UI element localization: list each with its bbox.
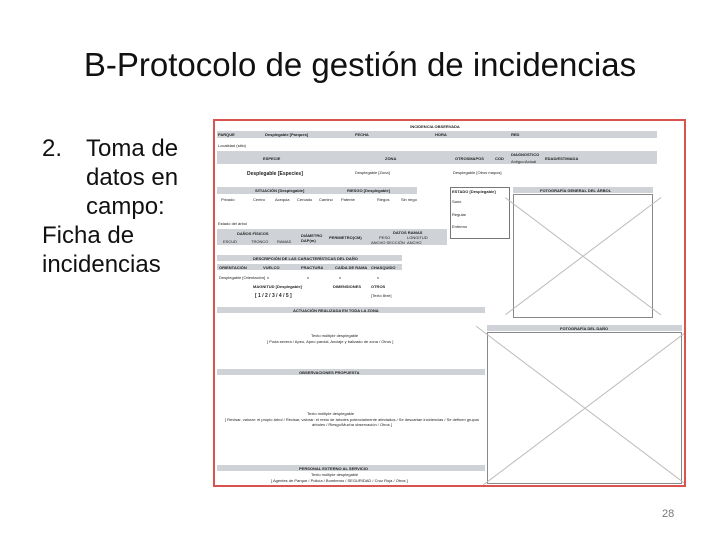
form-diag-antiguo: Antiguo bbox=[511, 159, 525, 164]
form-label-danos: DAÑOS FÍSICOS bbox=[237, 231, 269, 236]
bullet-text bbox=[86, 134, 178, 221]
bullet-item bbox=[42, 134, 192, 221]
form-label-hora: HORA bbox=[435, 132, 447, 137]
form-desc-value: x bbox=[307, 275, 309, 280]
form-label-descripcion: DESCRIPCIÓN DE LAS CARACTERÍSTICAS DEL DAÑO bbox=[253, 256, 358, 261]
form-desc-col: CAÍDA DE RAMA bbox=[335, 265, 368, 270]
form-label-personal: PERSONAL EXTERNO AL SERVICIO bbox=[299, 466, 368, 471]
form-label-perimetro: PERIMETRO(CM) bbox=[329, 235, 362, 240]
photo-placeholder bbox=[487, 332, 682, 484]
form-actuacion-text: [ Poda severa / Apeo, Apeo parcial, Anclaje y balizado de zona / Otros ] bbox=[267, 339, 394, 344]
form-label-localidad: Localidad (sitio) bbox=[218, 143, 247, 148]
form-estado-item: Sano bbox=[452, 199, 462, 204]
form-riesgo-col: Riegos bbox=[377, 197, 390, 202]
form-label-actuacion: ACTUACIÓN REALIZADA EN TODA LA ZONA bbox=[293, 308, 379, 313]
form-estado-item: Regular bbox=[452, 212, 467, 217]
form-label-diametro: DIÁMETRO DAP(m) bbox=[301, 233, 323, 243]
form-label-diagnostico: DIAGNOSTICO bbox=[511, 152, 540, 157]
form-desc-value: Desplegable [Orientación] bbox=[219, 275, 266, 280]
bullet-line: campo: bbox=[86, 193, 165, 220]
form-label-otros-mapos: OTROSMAPOS bbox=[455, 156, 484, 161]
form-riesgo-col: Sin riego bbox=[401, 197, 417, 202]
form-danos-col: RAMAS bbox=[277, 239, 292, 244]
form-situacion-col: Acequia bbox=[275, 197, 290, 202]
form-label-magnitud: MAGNITUD [Desplegable] bbox=[253, 284, 302, 289]
bullet-line: Toma de bbox=[86, 135, 179, 162]
form-desc-col: FRACTURA bbox=[301, 265, 324, 270]
form-riesgo-col: Patente bbox=[341, 197, 355, 202]
form-label-observaciones: OBSERVACIONES PROPUESTA bbox=[299, 370, 360, 375]
form-value-especies: Desplegable [Especies] bbox=[247, 171, 303, 177]
form-label-red: RED bbox=[511, 132, 520, 137]
form-value-otros: Desplegable [Otros mapos] bbox=[453, 170, 502, 175]
form-label-dimensiones: DIMENSIONES bbox=[333, 284, 362, 289]
form-value-parques: Desplegable [Parques] bbox=[265, 132, 309, 137]
incident-form-image bbox=[213, 119, 686, 487]
form-desc-col: CHASQUIDO bbox=[371, 265, 396, 270]
form-desc-value: x bbox=[377, 275, 379, 280]
form-label-otros: OTROS bbox=[371, 284, 386, 289]
form-main-header: INCIDENCIA OBSERVADA bbox=[410, 124, 460, 129]
form-label-fecha: FECHA bbox=[355, 132, 369, 137]
form-danos-col: TRONCO bbox=[251, 239, 269, 244]
form-situacion-col: Centro bbox=[253, 197, 266, 202]
form-datos-sub: ANCHO SECCIÓN bbox=[371, 240, 405, 245]
form-desc-col: VUELCO bbox=[263, 265, 280, 270]
form-personal-text: Texto múltiple desplegable bbox=[311, 472, 359, 477]
form-desc-value: x bbox=[267, 275, 269, 280]
form-situacion-col: Cercado bbox=[297, 197, 313, 202]
form-species-band bbox=[217, 151, 657, 164]
bullet-line: datos en bbox=[86, 164, 179, 191]
form-label-zona: ZONA bbox=[385, 156, 397, 161]
form-personal-text: [ Agentes de Parque / Policía / Bomberos / SEGURIDAD / Cruz Roja / Otros ] bbox=[271, 478, 408, 483]
form-danos-col: ESCUD bbox=[223, 239, 238, 244]
form-texto-libre: [Texto libre] bbox=[371, 293, 392, 298]
form-label-estado-arbol: Estado del árbol bbox=[218, 221, 247, 226]
form-label-foto-general: FOTOGRAFÍA GENERAL DEL ÁRBOL bbox=[540, 188, 612, 193]
form-estado-item: Enfermo bbox=[452, 224, 468, 229]
form-value-zona: Desplegable [Zona] bbox=[355, 170, 390, 175]
slide-title: B-Protocolo de gestión de incidencias bbox=[83, 46, 637, 83]
form-datos-col: PESO bbox=[379, 235, 391, 240]
form-label-estado: ESTADO [Desplegable] bbox=[452, 189, 496, 194]
form-actuacion-text: Texto múltiple desplegable bbox=[311, 333, 359, 338]
photo-placeholder bbox=[513, 194, 653, 318]
form-datos-col: LONGITUD bbox=[407, 235, 428, 240]
form-label-cod: COD bbox=[495, 156, 504, 161]
form-label-datos-ramas: DATOS RAMAS bbox=[393, 230, 423, 235]
form-label-parque: PARQUE bbox=[218, 132, 235, 137]
plain-line: incidencias bbox=[42, 251, 161, 278]
form-label-situacion: SITUACIÓN [Desplegable] bbox=[255, 188, 305, 193]
form-desc-value: x bbox=[339, 275, 341, 280]
form-label-foto-dano: FOTOGRAFÍA DEL DAÑO bbox=[560, 326, 609, 331]
form-label-riesgo: RIESGO [Desplegable] bbox=[347, 188, 390, 193]
form-label-especie: ESPECIE bbox=[263, 156, 281, 161]
page-number: 28 bbox=[662, 508, 675, 520]
form-magnitud-scale: [ 1 / 2 / 3 / 4 / 5 ] bbox=[255, 293, 292, 299]
form-datos-sub: ANCHO bbox=[407, 240, 422, 245]
form-situacion-col: Camino bbox=[319, 197, 333, 202]
form-situacion-col: Privado bbox=[221, 197, 235, 202]
form-obs-text: Texto múltiple desplegable bbox=[307, 411, 355, 416]
form-diag-actual: Actual bbox=[525, 159, 537, 164]
bullet-number: 2. bbox=[42, 135, 63, 162]
plain-line: Ficha de bbox=[42, 222, 135, 249]
form-obs-text: [ Revisar, valorar: el propio árbol / Revisar, valorar: el resto de árboles potencialmente afectados / Se descartan incidencias / Se definen grupos árboles / Riesgo/Mucha observación / Otros ] bbox=[224, 417, 480, 427]
form-desc-col: ORIENTACIÓN bbox=[219, 265, 247, 270]
bullet-list bbox=[42, 134, 192, 279]
form-label-edad: EDAD/ESTIMADA bbox=[545, 156, 579, 161]
